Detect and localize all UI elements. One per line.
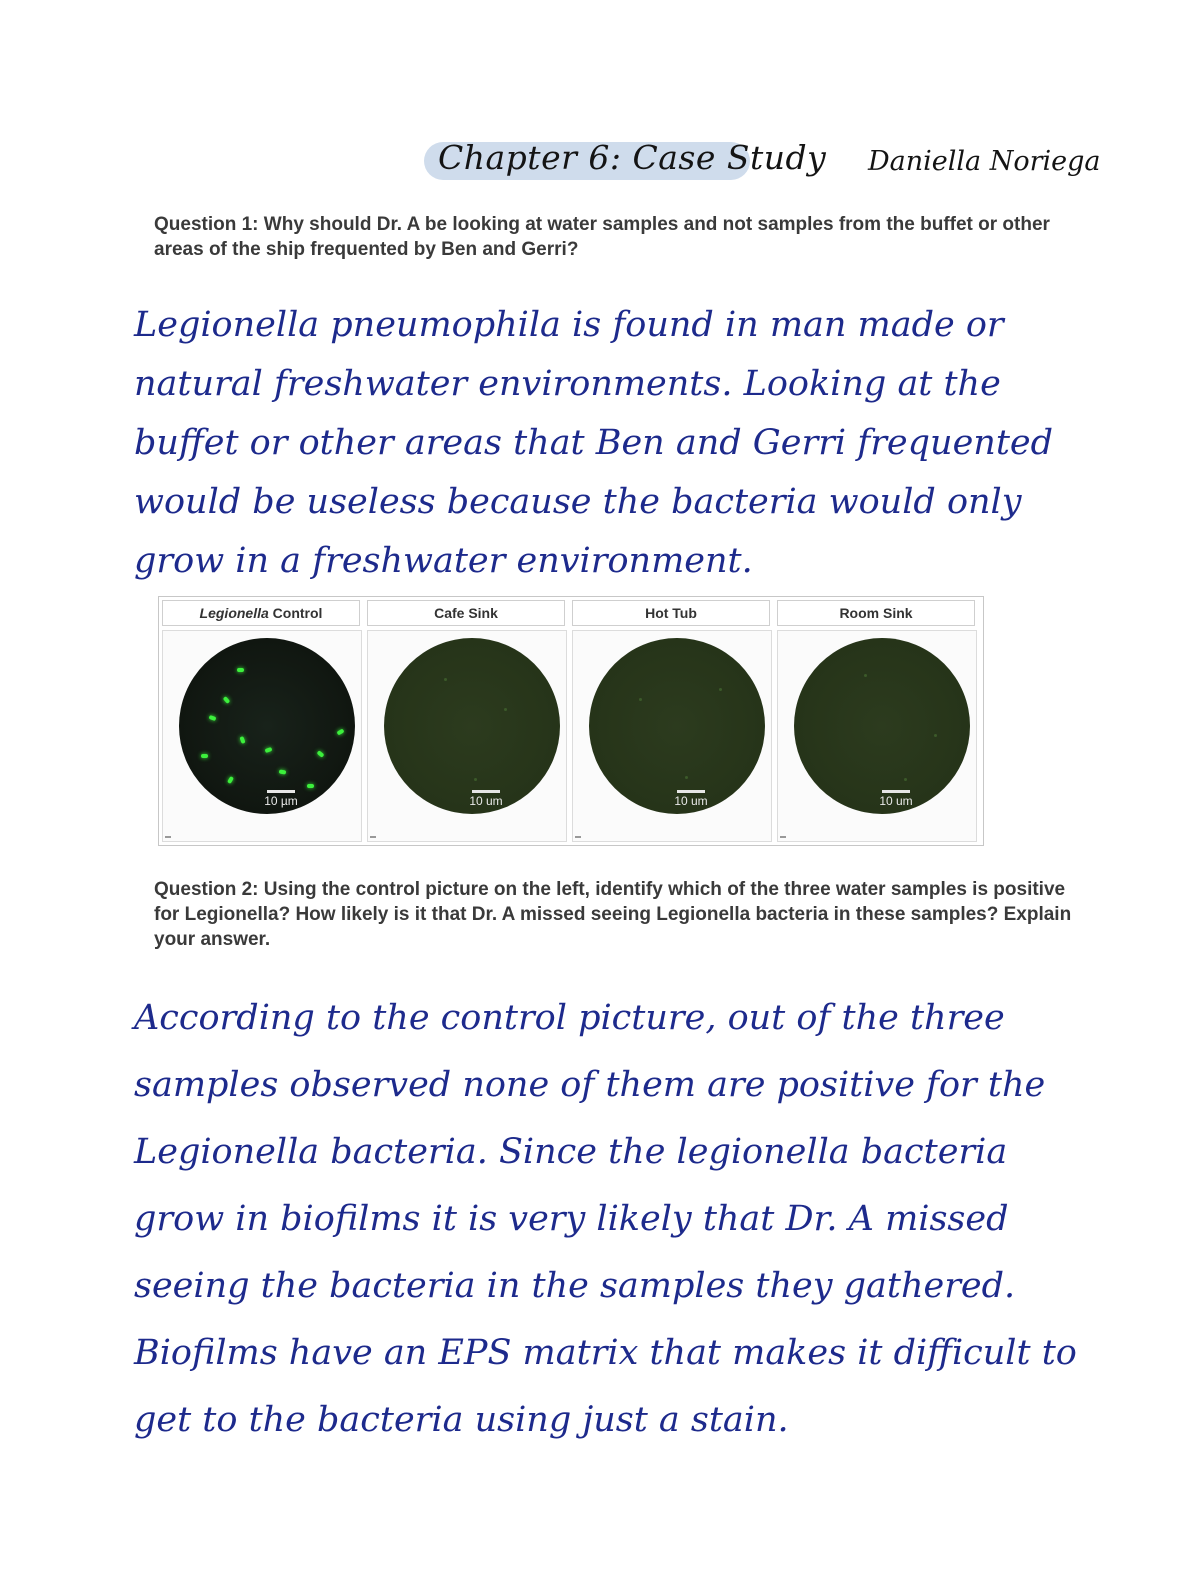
speck [934,734,937,737]
speck [864,674,867,677]
panel-label: Legionella Control [162,600,360,626]
micrograph [777,630,977,842]
panel-label: Room Sink [777,600,975,626]
speck [904,778,907,781]
bacterium [279,769,287,774]
bacterium [239,736,245,744]
corner-mark [370,836,376,838]
answer-2: According to the control picture, out of the three samples observed none of them are positive for the Legionella bacteria. Since the legionella bacteria grow in biofilms it is very likely that Dr. A missed seeing the bacteria in the samples they gathered. Biofilms have an EPS matrix that makes it difficult to get to the bacteria using just a stain. [134,998,1077,1440]
bacterium [201,754,208,758]
panel-hot-tub [572,600,770,840]
micrograph [572,630,772,842]
panel-label: Hot Tub [572,600,770,626]
micrograph [367,630,567,842]
bacterium [237,668,244,672]
corner-mark [165,836,171,838]
scale-label: 10 µm [264,794,298,808]
bacterium [307,784,314,788]
bacterium [209,715,217,721]
answer-1: Legionella pneumophila is found in man made or natural freshwater environments. Looking at the buffet or other areas that Ben and Gerri frequented would be useless because the bacteria would only grow in a freshwater environment. [134,305,1054,581]
speck [685,776,688,779]
question-2: Question 2: Using the control picture on the left, identify which of the three water samples is positive for Legionella? How likely is it that Dr. A missed seeing Legionella bacteria in these samples? Explain your answer. [154,879,1072,950]
scale-bar [472,790,500,793]
microscope-field [179,638,355,814]
speck [444,678,447,681]
speck [719,688,722,691]
speck [639,698,642,701]
panel-cafe-sink [367,600,565,840]
page-title: Chapter 6: Case Study [438,138,827,177]
microscope-field [384,638,560,814]
scale-bar [677,790,705,793]
title-block [420,128,827,192]
bacterium [317,750,325,758]
panel-label: Cafe Sink [367,600,565,626]
speck [504,708,507,711]
micrograph [162,630,362,842]
corner-mark [575,836,581,838]
bacterium [265,747,273,753]
scale-label: 10 um [879,794,913,808]
bacterium [227,776,234,784]
corner-mark [780,836,786,838]
microscopy-figure [158,596,984,846]
bacterium [223,696,231,704]
question-1: Question 1: Why should Dr. A be looking at water samples and not samples from the buffet or other areas of the ship frequented by Ben and Gerri? [154,214,1050,260]
microscope-field [794,638,970,814]
panel-room-sink [777,600,975,840]
scale-label: 10 um [674,794,708,808]
bacterium [336,729,344,736]
scale-bar [267,790,295,793]
speck [474,778,477,781]
microscope-field [589,638,765,814]
panel-legionella-control [162,600,360,840]
scale-label: 10 um [469,794,503,808]
scale-bar [882,790,910,793]
author-name: Daniella Noriega [868,146,1101,177]
